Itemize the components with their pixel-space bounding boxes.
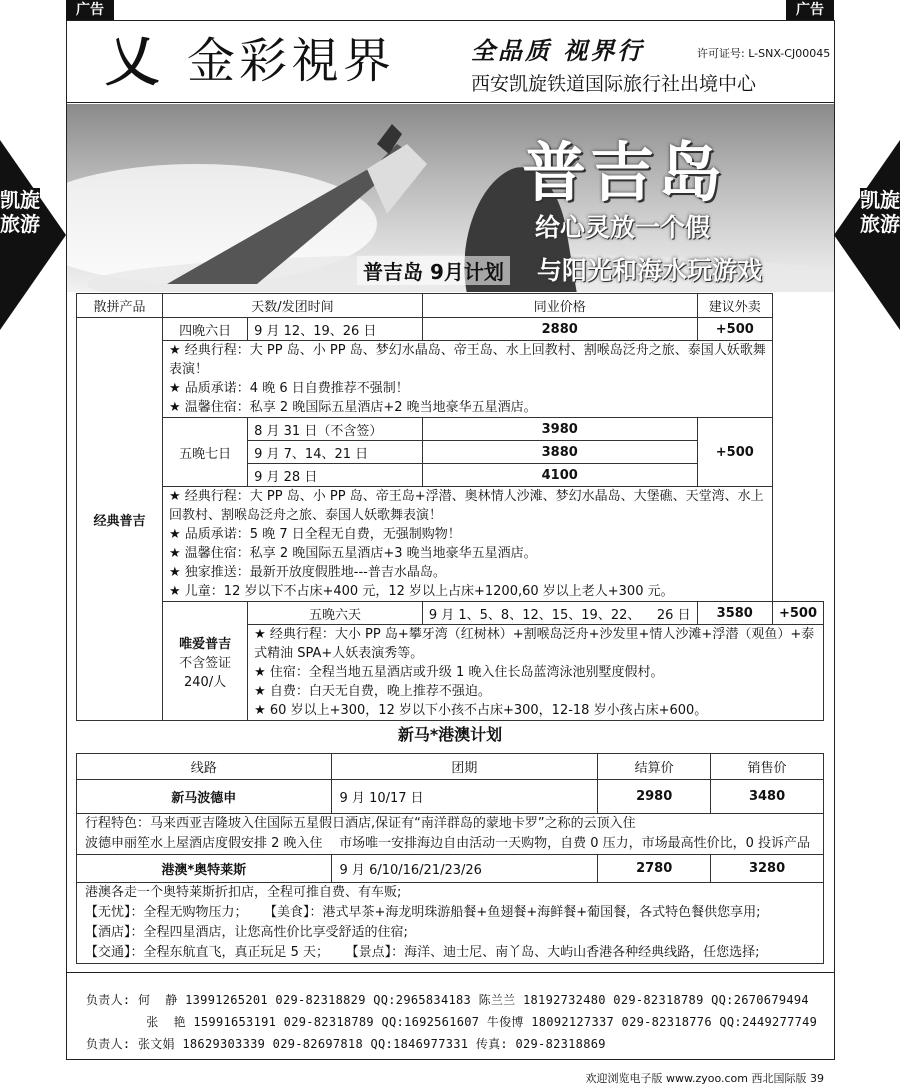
- product-cell: [163, 602, 248, 721]
- note-line: ★ 温馨住宿：私享 2 晚国际五星酒店+2 晚当地豪华五星酒店。: [169, 400, 537, 415]
- itinerary-notes: [77, 814, 824, 855]
- note-line: ★ 60 岁以上+300，12 岁以下小孩不占床+300，12-18 岁小孩占床+600。: [254, 703, 708, 718]
- banner-plan-title: 普吉岛 9月计划: [357, 256, 510, 285]
- itinerary-notes: [163, 487, 773, 602]
- table-row: [77, 318, 824, 341]
- note-line: 港澳各走一个奥特莱斯折扣店，全程可推自费、有车贩;: [85, 885, 402, 900]
- dates: 9 月 6/10/16/21/23/26: [331, 855, 598, 883]
- net-price: 2780: [598, 855, 711, 883]
- slogan: 全品质 视界行: [471, 36, 645, 65]
- route-name: 港澳*奥特莱斯: [77, 855, 332, 883]
- banner: [67, 104, 834, 292]
- itinerary-notes: [77, 883, 824, 964]
- retail-price: +500: [772, 602, 823, 625]
- dates: 8 月 31 日（不含签）: [248, 418, 423, 441]
- table-row: [77, 883, 824, 964]
- note-line: ★ 独家推送：最新开放度假胜地---普吉水晶岛。: [169, 565, 446, 580]
- retail-price: +500: [697, 318, 772, 341]
- trade-price: 2880: [422, 318, 697, 341]
- note-line: ★ 自费：白天无自费，晚上推荐不强迫。: [254, 684, 491, 699]
- note-line: ★ 儿童：12 岁以下不占床+400 元，12 岁以上占床+1200,60 岁以上老人+300 元。: [169, 584, 674, 599]
- table-header-row: [77, 754, 824, 780]
- table-header-row: [77, 294, 824, 318]
- note-line: 【交通】：全程东航直飞，真正玩足 5 天； 【景点】：海洋、迪士尼、南丫岛、大屿山香港各种经典线路，任您选择;: [85, 945, 760, 960]
- table-row: [77, 602, 824, 625]
- contact-line: 负责人: 何 静 13991265201 029-82318829 QQ:2965834183 陈兰兰 18192732480 029-82318789 QQ:2670679494: [86, 993, 809, 1007]
- note-line: 波德申丽笙水上屋酒店度假安排 2 晚入住 市场唯一安排海边自由活动一天购物，自费 0 压力，市场最高性价比，0 投诉产品: [85, 836, 811, 851]
- side-tab-left: [0, 140, 66, 330]
- phuket-price-table: [76, 293, 824, 721]
- product-name: 唯爱普吉: [179, 636, 232, 652]
- ad-label-right: 广告: [786, 0, 834, 20]
- days: 五晚七日: [163, 418, 248, 487]
- agency-name: 西安凯旋铁道国际旅行社出境中心: [471, 73, 757, 95]
- header-dates: 团期: [331, 754, 598, 780]
- note-line: ★ 品质承诺：4 晚 6 日自费推荐不强制！: [169, 381, 409, 396]
- retail-price: +500: [697, 418, 772, 487]
- note-line: 【无忧】：全程无购物压力； 【美食】：港式早茶+海龙明珠游船餐+鱼翅餐+海鲜餐+葡国餐，各式特色餐供您享用;: [85, 905, 761, 920]
- note-line: ★ 经典行程：大 PP 岛、小 PP 岛、帝王岛+浮潜、奥林情人沙滩、梦幻水晶岛、大堡礁、天堂湾、水上回教村、割喉岛泛舟之旅、泰国人妖歌舞表演！: [169, 489, 764, 523]
- banner-subtitle-2: 与阳光和海水玩游戏: [537, 256, 763, 285]
- route-name: 新马波德申: [77, 780, 332, 814]
- note-line: 行程特色：马来西亚吉隆坡入住国际五星假日酒店,保证有“南洋群岛的蒙地卡罗”之称的云顶入住: [85, 816, 636, 831]
- header-days: 天数/发团时间: [163, 294, 423, 318]
- header: [67, 21, 834, 103]
- ad-label-left: 广告: [66, 0, 114, 20]
- banner-title: 普吉岛: [522, 136, 726, 211]
- contact-line: 负责人: 张文娟 18629303339 029-82697818 QQ:1846977331 传真: 029-82318869: [86, 1037, 606, 1051]
- product-name: 经典普吉: [77, 318, 163, 721]
- table-row: [77, 418, 824, 441]
- itinerary-notes: [248, 625, 824, 721]
- days: 四晚六日: [163, 318, 248, 341]
- sell-price: 3480: [711, 780, 824, 814]
- trade-price: 3880: [422, 441, 697, 464]
- visa-note: 不含签证 240/人: [179, 655, 232, 690]
- trade-price: 3980: [422, 418, 697, 441]
- itinerary-notes: [163, 341, 773, 418]
- note-line: ★ 品质承诺：5 晚 7 日全程无自费，无强制购物！: [169, 527, 461, 542]
- net-price: 2980: [598, 780, 711, 814]
- header-product: 散拼产品: [77, 294, 163, 318]
- trade-price: 4100: [422, 464, 697, 487]
- note-line: ★ 经典行程：大小 PP 岛+攀牙湾（红树林）+割喉岛泛舟+沙发里+情人沙滩+浮潜（观鱼）+泰式精油 SPA+人妖表演秀等。: [254, 627, 815, 661]
- dates: 9 月 1、5、8、12、15、19、22、 26 日: [422, 602, 697, 625]
- side-tab-right-text: 凯旋旅游: [860, 188, 900, 236]
- banner-subtitle-1: 给心灵放一个假: [535, 213, 711, 242]
- note-line: ★ 住宿：全程当地五星酒店或升级 1 晚入住长岛蓝湾泳池别墅度假村。: [254, 665, 664, 680]
- table-row: [77, 487, 824, 602]
- table-row: [77, 341, 824, 418]
- dates: 9 月 10/17 日: [331, 780, 598, 814]
- header-net-price: 结算价: [598, 754, 711, 780]
- dates: 9 月 12、19、26 日: [248, 318, 423, 341]
- header-retail-price: 建议外卖: [697, 294, 772, 318]
- days: 五晚六天: [248, 602, 423, 625]
- contact-line: 张 艳 15991653191 029-82318789 QQ:1692561607 牛俊博 18092127337 029-82318776 QQ:2449277749: [86, 1015, 818, 1029]
- logo-icon: 乂: [105, 29, 159, 93]
- table-row: [77, 780, 824, 814]
- table-row: [77, 814, 824, 855]
- note-line: ★ 经典行程：大 PP 岛、小 PP 岛、梦幻水晶岛、帝王岛、水上回教村、割喉岛泛舟之旅、泰国人妖歌舞表演！: [169, 343, 766, 377]
- sell-price: 3280: [711, 855, 824, 883]
- sea-hkmacau-price-table: [76, 753, 824, 964]
- dates: 9 月 7、14、21 日: [248, 441, 423, 464]
- side-tab-right: [834, 140, 900, 330]
- header-trade-price: 同业价格: [422, 294, 697, 318]
- section-title: 新马*港澳计划: [397, 725, 503, 744]
- footer-text: 欢迎浏览电子版 www.zyoo.com 西北国际版 39: [585, 1072, 824, 1085]
- table-row: [77, 855, 824, 883]
- side-tab-left-text: 凯旋旅游: [0, 188, 40, 236]
- trade-price: 3580: [697, 602, 772, 625]
- contact-block: [66, 972, 835, 1058]
- note-line: ★ 温馨住宿：私享 2 晚国际五星酒店+3 晚当地豪华五星酒店。: [169, 546, 537, 561]
- logo-text: 金彩視界: [187, 33, 396, 89]
- dates: 9 月 28 日: [248, 464, 423, 487]
- note-line: 【酒店】：全程四星酒店，让您高性价比享受舒适的住宿;: [85, 925, 408, 940]
- header-route: 线路: [77, 754, 332, 780]
- header-sell-price: 销售价: [711, 754, 824, 780]
- license-number: 许可证号: L-SNX-CJ00045: [697, 47, 831, 60]
